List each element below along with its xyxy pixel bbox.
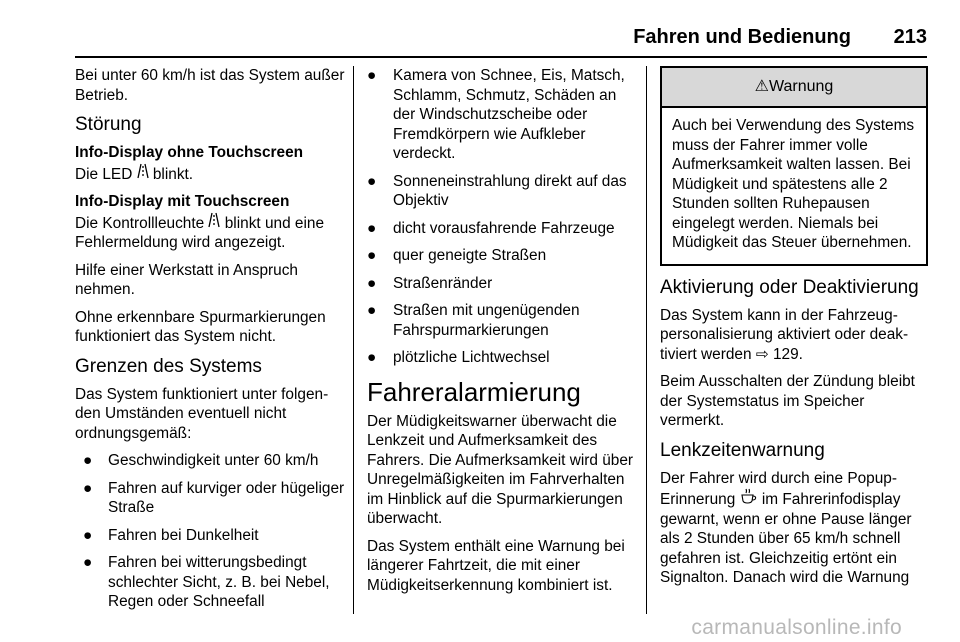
aktivierung-heading: Aktivierung oder Deaktivierung xyxy=(660,276,919,298)
column-1 xyxy=(75,66,347,620)
warning-box xyxy=(660,66,928,266)
page-reference: 129. xyxy=(773,345,803,363)
list-item: ● Straßenränder xyxy=(367,274,493,292)
grenzen-heading: Grenzen des Systems xyxy=(75,355,262,377)
list-item: ● Geschwindigkeit unter 60 km/h xyxy=(83,452,319,469)
list-item: ● Kamera von Schnee, Eis, Matsch, Schlamm, Schmutz, Schäden an der Windschutzscheibe oder Fremdkörpern wie Aufkleber verdeckt. xyxy=(367,67,625,162)
header-rule xyxy=(75,56,927,58)
warning-text: Auch bei Verwendung des Systems muss der Fahrer immer volle Aufmerksamkeit walten lassen. Bei Müdigkeit und spätestens alle 2 Stunden sollten Ruhepausen eingelegt werden. Niemals bei Müdigkeit das Steuer übernehmen. xyxy=(672,117,915,251)
list-item: ● Fahren auf kurviger oder hügeliger Straße xyxy=(83,479,345,516)
einschraenkungen-list xyxy=(367,66,635,368)
list-item: ● dicht vorausfahrende Fahrzeuge xyxy=(367,219,615,237)
fahreralarmierung-text-2: Das System enthält eine Warnung bei längerer Fahrtzeit, die mit einer Müdigkeitserkennung kombiniert ist. xyxy=(367,537,625,594)
lenkzeitenwarnung-text: Der Fahrer wird durch eine Popup-Erinnerung im Fahrerinfodisplay gewarnt, wenn er ohne Pause länger als 2 Stunden über 65 km/h schnell gefahren ist. Gleichzeitig ertönt ein Signalton. Danach wird die Warnung xyxy=(660,469,912,586)
warning-icon: ⚠ xyxy=(754,78,769,95)
grenzen-list xyxy=(75,451,347,612)
list-item: ● Fahren bei witterungsbedingt schlechter Sicht, z. B. bei Nebel, Regen oder Schneefall xyxy=(83,554,330,610)
list-item: ● quer geneigte Straßen xyxy=(367,247,547,264)
werkstatt-text: Hilfe einer Werkstatt in Anspruch nehmen. xyxy=(75,261,298,298)
fahreralarmierung-heading: Fahreralarmierung xyxy=(367,376,581,407)
watermark: carmanualsonline.info xyxy=(691,616,902,639)
coffee-cup-icon xyxy=(740,488,758,510)
stoerung-heading: Störung xyxy=(75,114,142,135)
sub-heading-mit-touchscreen: Info-Display mit Touchscreen xyxy=(75,193,290,210)
list-item: ● plötzliche Lichtwechsel xyxy=(367,349,550,366)
intro-text: Bei unter 60 km/h ist das System außer Betrieb. xyxy=(75,67,345,104)
column-divider-2 xyxy=(646,66,647,614)
column-divider-1 xyxy=(353,66,354,614)
page-number: 213 xyxy=(893,26,927,48)
list-item: ● Fahren bei Dunkelheit xyxy=(83,526,259,544)
zuendung-text: Beim Ausschalten der Zündung bleibt der Systemstatus im Speicher vermerkt. xyxy=(660,373,915,429)
sub-heading-ohne-touchscreen: Info-Display ohne Touchscreen xyxy=(75,144,304,161)
kontrollleuchte-text: Die Kontrollleuchte blinkt und eine Fehlermeldung wird angezeigt. xyxy=(75,212,347,253)
spurmarkierung-text: Ohne erkennbare Spurmarkierungen funktioniert das System nicht. xyxy=(75,308,326,345)
list-item: ● Sonneneinstrahlung direkt auf das Objektiv xyxy=(367,172,627,209)
aktivierung-text: Das System kann in der Fahrzeugpersonalisierung aktiviert oder deaktiviert werden ⇨ 129. xyxy=(660,306,909,363)
column-3 xyxy=(660,66,928,588)
section-title: Fahren und Bedienung xyxy=(633,26,851,48)
page-reference-arrow-icon: ⇨ xyxy=(755,345,769,363)
warning-header xyxy=(662,68,926,108)
led-text: Die LED blinkt. xyxy=(75,163,347,185)
lenkzeitenwarnung-heading: Lenkzeitenwarnung xyxy=(660,439,825,461)
grenzen-intro: Das System funktioniert unter folgenden Umständen eventuell nicht ordnungsgemäß: xyxy=(75,385,329,442)
fahreralarmierung-text-1: Der Müdigkeitswarner überwacht die Lenkzeit und Aufmerksamkeit des Fahrers. Die Aufmerksamkeit wird über Unregelmäßigkeiten im Fahrverhalten im Hinblick auf die Spurmarkierungen überwacht. xyxy=(367,412,633,527)
lane-assist-icon xyxy=(208,212,220,234)
lane-assist-icon xyxy=(137,163,149,185)
column-2 xyxy=(367,66,635,603)
list-item: ● Straßen mit ungenügenden Fahrspurmarkierungen xyxy=(367,302,580,339)
warning-title: Warnung xyxy=(769,78,834,95)
page-header xyxy=(75,26,927,56)
